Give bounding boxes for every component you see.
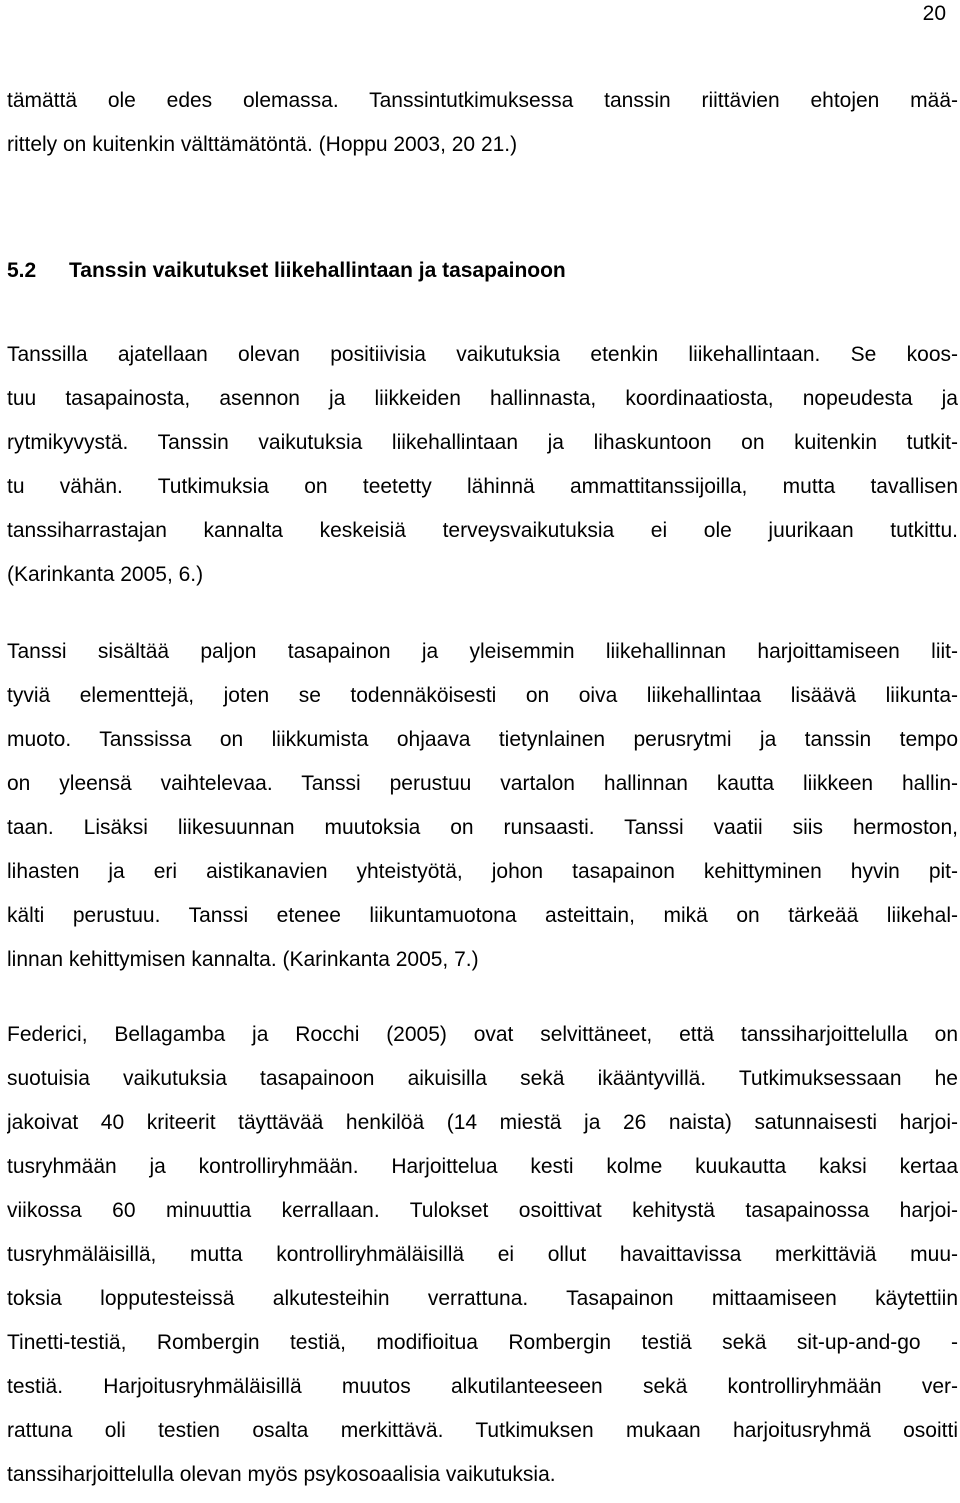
intro-paragraph	[7, 79, 958, 167]
text-line: Tanssilla ajatellaan olevan positiivisia vaikutuksia etenkin liikehallintaan. Se koos-	[7, 343, 958, 366]
text-line: tu vähän. Tutkimuksia on teetetty lähinnä ammattitanssijoilla, mutta tavallisen	[7, 475, 958, 498]
text-line: tusryhmään ja kontrolliryhmään. Harjoittelua kesti kolme kuukautta kaksi kertaa	[7, 1155, 958, 1178]
text-line: suotuisia vaikutuksia tasapainoon aikuisilla sekä ikääntyvillä. Tutkimuksessaan he	[7, 1067, 958, 1090]
text-line: toksia lopputesteissä alkutesteihin verrattuna. Tasapainon mittaamiseen käytettiin	[7, 1287, 958, 1310]
text-line: tanssiharjoittelulla olevan myös psykosoaalisia vaikutuksia.	[7, 1463, 556, 1486]
section-number: 5.2	[7, 259, 37, 282]
section-heading	[7, 249, 958, 293]
paragraph-3	[7, 1013, 958, 1497]
text-line: tuu tasapainosta, asennon ja liikkeiden hallinnasta, koordinaatiosta, nopeudesta ja	[7, 387, 958, 410]
text-line: taan. Lisäksi liikesuunnan muutoksia on runsaasti. Tanssi vaatii siis hermoston,	[7, 816, 958, 839]
text-line: kälti perustuu. Tanssi etenee liikuntamuotona asteittain, mikä on tärkeää liikehal-	[7, 904, 958, 927]
text-line: tämättä ole edes olemassa. Tanssintutkimuksessa tanssin riittävien ehtojen mää-	[7, 89, 958, 112]
paragraph-1	[7, 333, 958, 597]
page-number: 20	[922, 2, 946, 25]
text-line: linnan kehittymisen kannalta. (Karinkanta 2005, 7.)	[7, 948, 479, 971]
text-line: lihasten ja eri aistikanavien yhteistyötä, johon tasapainon kehittyminen hyvin pit-	[7, 860, 958, 883]
text-line: on yleensä vaihtelevaa. Tanssi perustuu vartalon hallinnan kautta liikkeen hallin-	[7, 772, 958, 795]
text-line: Tanssi sisältää paljon tasapainon ja yleisemmin liikehallinnan harjoittamiseen liit-	[7, 640, 958, 663]
text-line: viikossa 60 minuuttia kerrallaan. Tulokset osoittivat kehitystä tasapainossa harjoi-	[7, 1199, 958, 1222]
text-line: testiä. Harjoitusryhmäläisillä muutos alkutilanteeseen sekä kontrolliryhmään ver-	[7, 1375, 958, 1398]
text-line: tusryhmäläisillä, mutta kontrolliryhmäläisillä ei ollut havaittavissa merkittäviä muu-	[7, 1243, 958, 1266]
text-line: rittely on kuitenkin välttämätöntä. (Hoppu 2003, 20 21.)	[7, 133, 518, 156]
text-line: muoto. Tanssissa on liikkumista ohjaava tietynlainen perusrytmi ja tanssin tempo	[7, 728, 958, 751]
text-line: jakoivat 40 kriteerit täyttävää henkilöä (14 miestä ja 26 naista) satunnaisesti harjoi-	[7, 1111, 958, 1134]
text-line: Federici, Bellagamba ja Rocchi (2005) ovat selvittäneet, että tanssiharjoittelulla on	[7, 1023, 958, 1046]
text-line: tanssiharrastajan kannalta keskeisiä terveysvaikutuksia ei ole juurikaan tutkittu.	[7, 519, 958, 542]
paragraph-2	[7, 630, 958, 982]
section-title: Tanssin vaikutukset liikehallintaan ja tasapainoon	[69, 259, 566, 282]
text-line: rattuna oli testien osalta merkittävä. Tutkimuksen mukaan harjoitusryhmä osoitti	[7, 1419, 958, 1442]
text-line: Tinetti-testiä, Rombergin testiä, modifioitua Rombergin testiä sekä sit-up-and-go -	[7, 1331, 958, 1354]
text-line: (Karinkanta 2005, 6.)	[7, 563, 204, 586]
text-line: tyviä elementtejä, joten se todennäköisesti on oiva liikehallintaa lisäävä liikunta-	[7, 684, 958, 707]
text-line: rytmikyvystä. Tanssin vaikutuksia liikehallintaan ja lihaskuntoon on kuitenkin tutkit-	[7, 431, 958, 454]
